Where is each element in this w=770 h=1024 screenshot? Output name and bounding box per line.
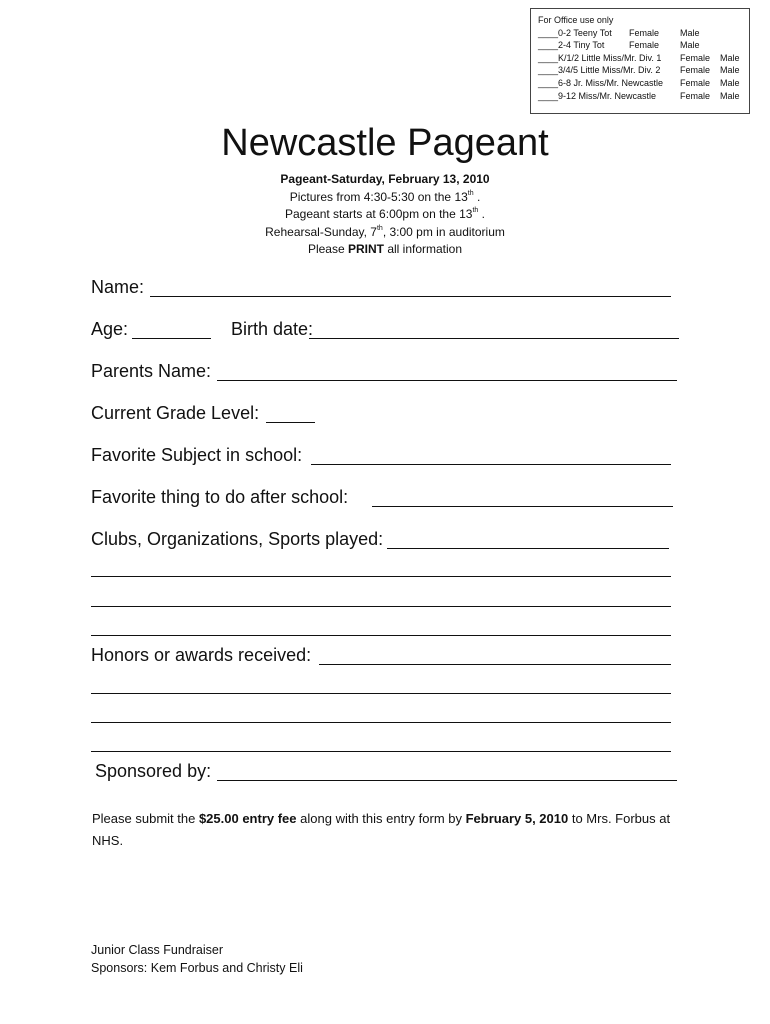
office-row [538, 39, 749, 52]
office-male: Male [720, 90, 740, 101]
honors-line[interactable] [319, 664, 671, 665]
pageant-start: Pageant starts at 6:00pm on the 13th . [285, 207, 485, 221]
name-label: Name: [91, 277, 145, 297]
office-category: ____K/1/2 Little Miss/Mr. Div. 1 [538, 52, 662, 63]
honors-line-extra[interactable] [91, 751, 671, 752]
name-line[interactable] [150, 296, 671, 297]
office-male: Male [680, 27, 700, 38]
pictures-time: Pictures from 4:30-5:30 on the 13th . [289, 189, 481, 204]
grade-level-label: Current Grade Level: [91, 403, 260, 423]
clubs-line-extra[interactable] [91, 635, 671, 636]
print-instruction: Please PRINT all information [307, 242, 463, 256]
footer-fundraiser: Junior Class Fundraiser [91, 943, 223, 957]
office-row [538, 52, 749, 65]
office-category: ____6-8 Jr. Miss/Mr. Newcastle [538, 77, 664, 88]
footer-sponsors: Sponsors: Kem Forbus and Christy Eli [91, 961, 303, 975]
honors-label: Honors or awards received: [91, 645, 312, 665]
office-female: Female [629, 40, 660, 51]
clubs-label: Clubs, Organizations, Sports played: [91, 529, 384, 549]
office-use-heading: For Office use only [538, 15, 614, 25]
office-category: ____2-4 Tiny Tot [538, 40, 605, 51]
sponsored-by-line[interactable] [217, 780, 677, 781]
office-female: Female [680, 90, 711, 101]
page-title: Newcastle Pageant [221, 122, 549, 164]
clubs-line-extra[interactable] [91, 576, 671, 577]
honors-line-extra[interactable] [91, 693, 671, 694]
office-row [538, 64, 749, 77]
clubs-line-extra[interactable] [91, 606, 671, 607]
favorite-thing-label: Favorite thing to do after school: [91, 487, 349, 507]
office-female: Female [680, 77, 711, 88]
birth-date-line[interactable] [309, 338, 679, 339]
pageant-date: Pageant-Saturday, February 13, 2010 [280, 172, 490, 186]
office-row [538, 90, 749, 103]
office-row [538, 27, 749, 40]
parents-name-label: Parents Name: [91, 361, 212, 381]
office-female: Female [629, 27, 660, 38]
pageant-info [0, 171, 770, 259]
office-male: Male [720, 65, 740, 76]
office-category: ____9-12 Miss/Mr. Newcastle [538, 90, 657, 101]
submission-note: Please submit the $25.00 entry fee along with this entry form by February 5, 2010 to Mrs. Forbus at NHS. [92, 811, 671, 848]
rehearsal-info: Rehearsal-Sunday, 7th, 3:00 pm in auditorium [265, 224, 505, 239]
birth-date-label: Birth date: [231, 319, 314, 339]
honors-line-extra[interactable] [91, 722, 671, 723]
office-use-box [530, 8, 750, 114]
office-female: Female [680, 65, 711, 76]
office-male: Male [720, 77, 740, 88]
office-female: Female [680, 52, 711, 63]
favorite-subject-line[interactable] [311, 464, 671, 465]
office-category: ____0-2 Teeny Tot [538, 27, 612, 38]
parents-name-line[interactable] [217, 380, 677, 381]
office-row [538, 77, 749, 90]
age-line[interactable] [132, 338, 211, 339]
sponsored-by-label: Sponsored by: [95, 761, 212, 781]
favorite-thing-line[interactable] [372, 506, 673, 507]
grade-level-line[interactable] [266, 422, 315, 423]
clubs-line[interactable] [387, 548, 669, 549]
office-category: ____3/4/5 Little Miss/Mr. Div. 2 [538, 65, 661, 76]
age-label: Age: [91, 319, 129, 339]
office-male: Male [720, 52, 740, 63]
office-male: Male [680, 40, 700, 51]
favorite-subject-label: Favorite Subject in school: [91, 445, 303, 465]
